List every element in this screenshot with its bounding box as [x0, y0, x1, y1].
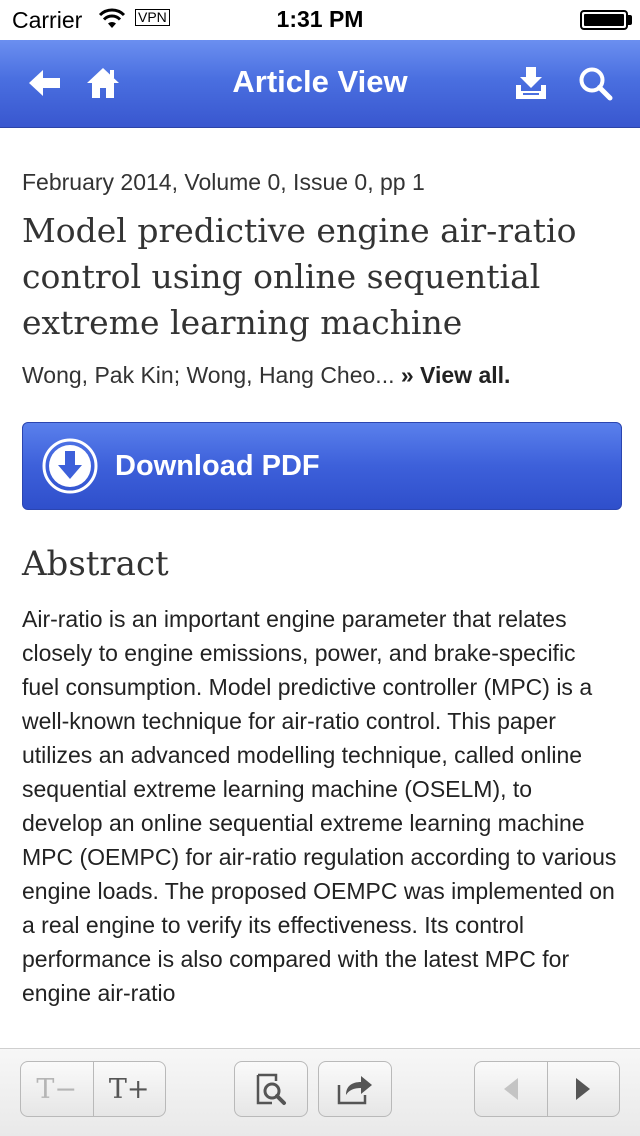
next-arrow-icon — [572, 1076, 594, 1102]
abstract-heading: Abstract — [22, 544, 169, 584]
download-tray-icon — [513, 65, 549, 101]
authors-line — [22, 360, 618, 390]
download-pdf-button[interactable] — [22, 422, 622, 510]
vpn-badge: VPN — [135, 9, 170, 26]
article-title: Model predictive engine air-ratio control using online sequential extreme learning machine — [22, 211, 577, 342]
search-icon — [577, 65, 613, 101]
abstract-text: Air-ratio is an important engine parameter that relates closely to engine emissions, power, and brake-specific fuel consumption. Model predictive controller (MPC) is a well-known technique for air-ratio control. This paper utilizes an advanced modelling technique, called online sequential extreme learning machine (OSELM), to develop an online sequential extreme learning machine MPC (OEMPC) for air-ratio regulation according to various engine loads. The proposed OEMPC was implemented on a real engine to verify its effectiveness. Its control performance is also compared with the latest MPC for engine air-ratio — [22, 606, 617, 1006]
search-button[interactable] — [572, 60, 618, 106]
find-in-page-button[interactable] — [234, 1061, 308, 1117]
previous-article-button[interactable] — [475, 1062, 547, 1116]
find-in-page-wrap — [235, 1062, 307, 1116]
authors-list: Wong, Pak Kin; Wong, Hang Cheo... — [22, 362, 395, 388]
previous-arrow-icon — [500, 1076, 522, 1102]
page-title: Article View — [232, 64, 408, 99]
status-bar — [0, 0, 640, 40]
download-pdf-label: Download PDF — [115, 449, 320, 482]
clock: 1:31 PM — [276, 6, 364, 32]
decrease-text-size-button[interactable]: T− — [36, 1073, 78, 1105]
increase-text-size-button[interactable]: T+ — [108, 1073, 150, 1105]
next-article-button[interactable] — [548, 1062, 620, 1116]
publication-info: February 2014, Volume 0, Issue 0, pp 1 — [22, 169, 425, 195]
share-button[interactable] — [318, 1061, 392, 1117]
bottom-toolbar — [0, 1048, 640, 1136]
find-in-page-icon — [254, 1072, 288, 1106]
article-content[interactable] — [0, 128, 640, 1048]
text-size-group — [20, 1061, 166, 1117]
article-nav-group — [474, 1061, 620, 1117]
nav-bar — [0, 40, 640, 128]
battery-tip — [628, 15, 632, 25]
view-all-authors-link[interactable]: » View all. — [400, 362, 511, 388]
battery-icon — [580, 10, 628, 30]
carrier-label: Carrier — [12, 7, 83, 33]
share-icon — [336, 1073, 374, 1105]
share-wrap — [319, 1062, 391, 1116]
download-circle-icon — [41, 437, 99, 495]
download-button-nav[interactable] — [508, 60, 554, 106]
